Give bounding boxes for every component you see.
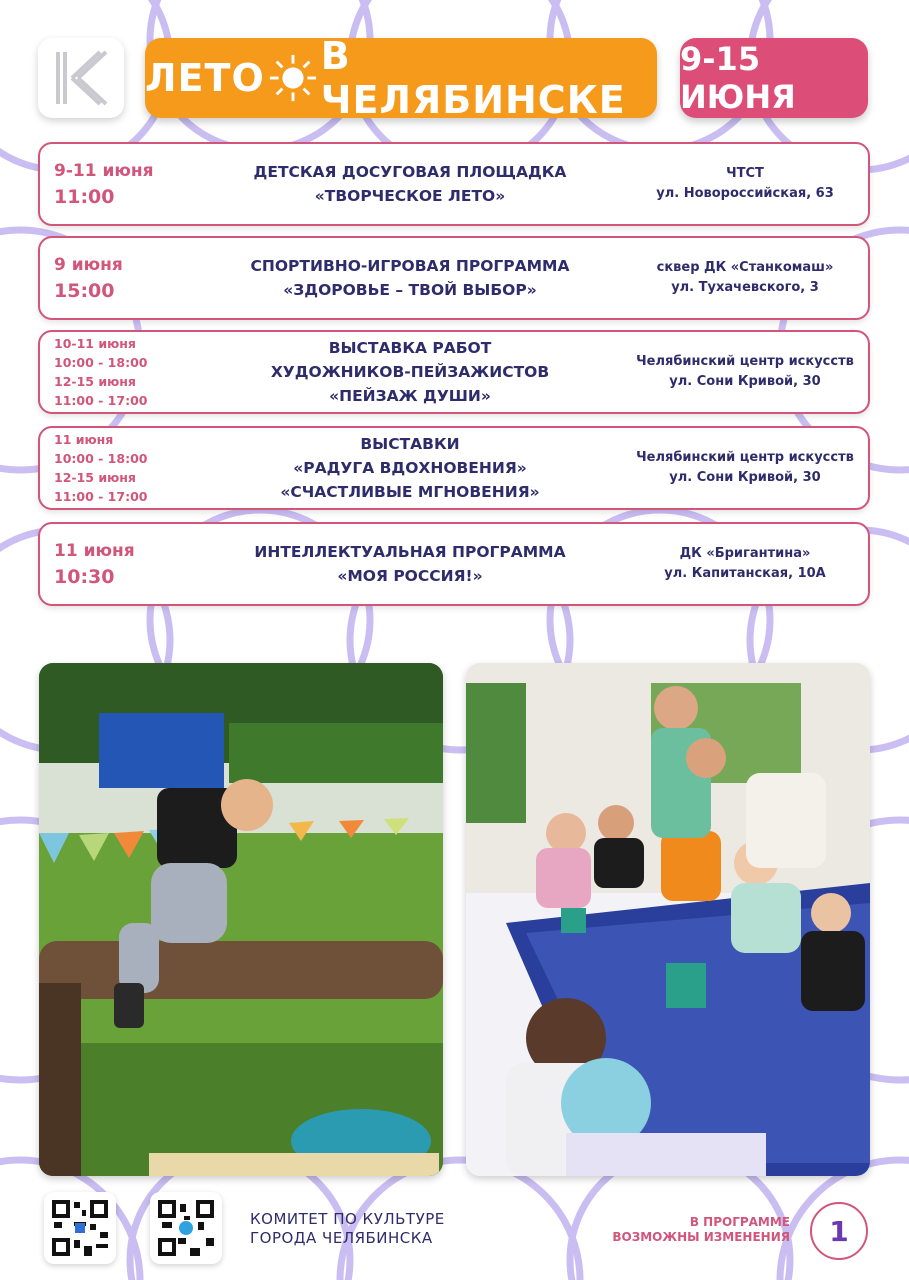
event-venue: Челябинский центр искусств: [636, 354, 854, 369]
event-datetime: [54, 524, 224, 604]
photo-boy-on-log: [39, 663, 443, 1176]
qr-code-telegram[interactable]: [150, 1192, 222, 1264]
schedule-line: 11 июня: [54, 432, 114, 447]
event-title-line: «СЧАСТЛИВЫЕ МГНОВЕНИЯ»: [280, 483, 540, 501]
organizer-line: КОМИТЕТ ПО КУЛЬТУРЕ: [250, 1210, 445, 1228]
event-venue: ЧТСТ: [726, 166, 764, 181]
schedule-line: 10-11 июня: [54, 336, 136, 351]
photo-kids-crafting: [466, 663, 870, 1176]
k-logo: [38, 38, 124, 118]
event-title-line: «РАДУГА ВДОХНОВЕНИЯ»: [293, 459, 527, 477]
event-venue: ДК «Бригантина»: [679, 546, 811, 561]
event-time: 11:00: [54, 186, 115, 208]
event-title-line: СПОРТИВНО-ИГРОВАЯ ПРОГРАММА: [250, 257, 570, 275]
page-number: 1: [810, 1202, 868, 1260]
event-card: [38, 236, 870, 320]
event-time: 10:30: [54, 566, 115, 588]
event-card: [38, 426, 870, 510]
event-title: [210, 238, 610, 318]
event-place: [610, 144, 880, 224]
event-datetime: [54, 238, 224, 318]
qr-vk-icon: [44, 1192, 116, 1264]
event-date: 11 июня: [54, 541, 135, 561]
k-logo-icon: [38, 38, 124, 118]
event-place: [610, 332, 880, 412]
note-line: ВОЗМОЖНЫ ИЗМЕНЕНИЯ: [612, 1230, 790, 1244]
organizer-line: ГОРОДА ЧЕЛЯБИНСКА: [250, 1229, 433, 1247]
schedule-line: 10:00 - 18:00: [54, 355, 148, 370]
schedule-line: 11:00 - 17:00: [54, 393, 148, 408]
event-title-line: ХУДОЖНИКОВ-ПЕЙЗАЖИСТОВ: [270, 363, 550, 381]
event-place: [610, 428, 880, 508]
qr-telegram-icon: [150, 1192, 222, 1264]
event-title: [210, 332, 610, 412]
event-date: 9 июня: [54, 255, 123, 275]
event-address: ул. Сони Кривой, 30: [669, 470, 821, 485]
banner-text-summer: ЛЕТО: [145, 56, 265, 100]
event-datetime: [54, 144, 224, 224]
event-title-line: ВЫСТАВКА РАБОТ: [328, 339, 492, 357]
changes-note: [580, 1215, 790, 1245]
event-title: [210, 524, 610, 604]
event-place: [610, 524, 880, 604]
event-title-line: «МОЯ РОССИЯ!»: [337, 567, 483, 585]
date-range-badge: 9-15 ИЮНЯ: [680, 38, 868, 118]
event-address: ул. Тухачевского, 3: [671, 280, 819, 295]
sun-icon: [267, 51, 319, 105]
event-title-line: ИНТЕЛЛЕКТУАЛЬНАЯ ПРОГРАММА: [254, 543, 566, 561]
schedule-line: 12-15 июня: [54, 374, 136, 389]
event-address: ул. Сони Кривой, 30: [669, 374, 821, 389]
schedule-line: 10:00 - 18:00: [54, 451, 148, 466]
schedule-line: 11:00 - 17:00: [54, 489, 148, 504]
event-schedule: [54, 332, 224, 412]
event-schedule: [54, 428, 224, 508]
note-line: В ПРОГРАММЕ: [689, 1215, 790, 1229]
event-title-line: ДЕТСКАЯ ДОСУГОВАЯ ПЛОЩАДКА: [253, 163, 567, 181]
event-venue: сквер ДК «Станкомаш»: [656, 260, 834, 275]
event-address: ул. Капитанская, 10А: [664, 566, 826, 581]
event-title-line: «ЗДОРОВЬЕ – ТВОЙ ВЫБОР»: [283, 281, 537, 299]
event-title-line: ВЫСТАВКИ: [360, 435, 460, 453]
event-title-line: «ПЕЙЗАЖ ДУШИ»: [329, 387, 491, 405]
event-title-line: «ТВОРЧЕСКОЕ ЛЕТО»: [314, 187, 506, 205]
event-card: [38, 522, 870, 606]
title-banner: [145, 34, 657, 122]
event-title: [210, 428, 610, 508]
qr-code-vk[interactable]: [44, 1192, 116, 1264]
event-venue: Челябинский центр искусств: [636, 450, 854, 465]
event-date: 9-11 июня: [54, 161, 154, 181]
event-card: [38, 330, 870, 414]
event-title: [210, 144, 610, 224]
schedule-line: 12-15 июня: [54, 470, 136, 485]
event-card: [38, 142, 870, 226]
banner-text-city: В ЧЕЛЯБИНСКЕ: [320, 34, 626, 122]
organizer-text: [250, 1210, 445, 1248]
event-place: [610, 238, 880, 318]
event-time: 15:00: [54, 280, 115, 302]
event-address: ул. Новороссийская, 63: [656, 186, 834, 201]
